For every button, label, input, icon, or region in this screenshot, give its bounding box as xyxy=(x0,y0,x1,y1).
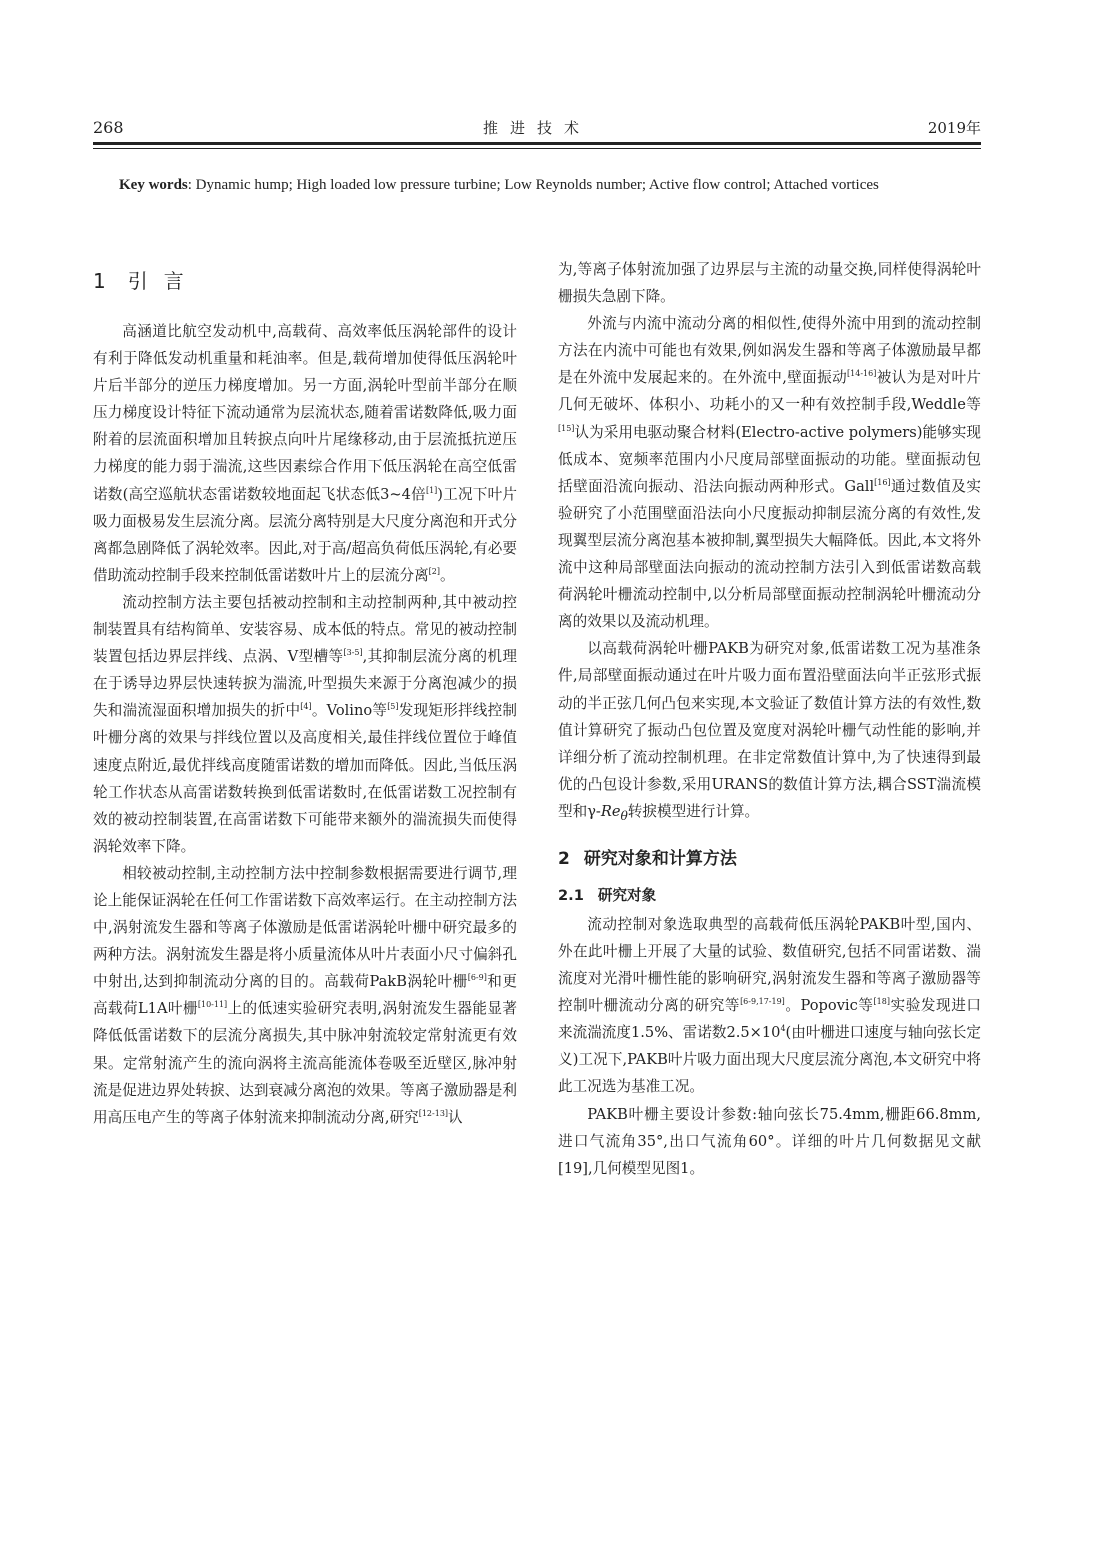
paragraph-text: 。 xyxy=(440,566,455,584)
paragraph-text: 通过数值及实验研究了小范围壁面沿法向小尺度振动抑制层流分离的有效性,发现翼型层流分离泡基本被抑制,翼型损失大幅降低。因此,本文将外流中这种局部壁面法向振动的流动控制方法引入到低雷诺数高载荷涡轮叶栅流动控制中,以分析局部壁面振动控制涡轮叶栅流动分离的效果以及流动机理。 xyxy=(558,477,981,631)
citation[interactable]: [16] xyxy=(874,477,891,487)
citation[interactable]: [14-16] xyxy=(847,369,877,379)
paragraph-text: 认 xyxy=(448,1108,463,1126)
running-header xyxy=(93,116,981,140)
citation[interactable]: [12-13] xyxy=(418,1108,449,1118)
citation[interactable]: [5] xyxy=(387,702,399,712)
paragraph-text: )工况下叶片吸力面极易发生层流分离。层流分离特别是大尺度分离泡和开式分离都急剧降低了涡轮效率。因此,对于高/超高负荷低压涡轮,有必要借助流动控制手段来控制低雷诺数叶片上的层流分离 xyxy=(93,485,517,584)
paragraph: PAKB叶栅主要设计参数:轴向弦长75.4mm,栅距66.8mm,进口气流角35°,出口气流角60°。详细的叶片几何数据见文献[19],几何模型见图1。 xyxy=(558,1105,981,1177)
paragraph xyxy=(93,318,517,589)
paragraph-text: 转捩模型进行计算。 xyxy=(627,802,760,820)
section-number: 2 xyxy=(558,848,570,869)
paragraph-continuation: 为,等离子体射流加强了边界层与主流的动量交换,同样使得涡轮叶栅损失急剧下降。 xyxy=(558,261,981,306)
reynolds-symbol: Re xyxy=(600,802,621,820)
citation[interactable]: [3-5] xyxy=(343,648,363,658)
right-column xyxy=(558,256,981,1182)
paragraph-text: 以高载荷涡轮叶栅PAKB为研究对象,低雷诺数工况为基准条件,局部壁面振动通过在叶片吸力面布置沿壁面法向半正弦形式振动的半正弦几何凸包来实现,本文验证了数值计算方法的有效性,数值计算研究了振动凸包位置及宽度对涡轮叶栅气动性能的影响,并详细分析了流动控制机理。在非定常数值计算中,为了快速得到最优的凸包设计参数,采用URANS的数值计算方法,耦合SST湍流模型和γ- xyxy=(558,640,981,820)
section-title: 研究对象和计算方法 xyxy=(583,848,737,869)
citation[interactable]: [10-11] xyxy=(197,1000,228,1010)
paragraph-text: 。Popovic等 xyxy=(784,997,874,1015)
keywords-label: Key words xyxy=(119,177,188,193)
paragraph xyxy=(558,310,981,635)
paragraph-text: 流动控制对象选取典型的高载荷低压涡轮PAKB叶型,国内、外在此叶栅上开展了大量的试验、数值研究,包括不同雷诺数、湍流度对光滑叶栅性能的影响研究,涡射流发生器和等离子激励器等控制叶栅流动分离的研究等 xyxy=(558,915,981,1015)
citation[interactable]: [18] xyxy=(873,997,890,1007)
journal-name: 推进技术 xyxy=(482,119,591,137)
page-number: 268 xyxy=(93,118,124,137)
paragraph xyxy=(93,589,517,860)
section-title: 引言 xyxy=(127,269,200,293)
left-column xyxy=(93,256,517,1131)
paragraph-text: 高涵道比航空发动机中,高载荷、高效率低压涡轮部件的设计有利于降低发动机重量和耗油率。但是,载荷增加使得低压涡轮叶片后半部分的逆压力梯度增加。另一方面,涡轮叶型前半部分在顺压力梯度设计特征下流动通常为层流状态,随着雷诺数降低,吸力面附着的层流面积增加且转捩点向叶片尾缘移动,由于层流抵抗逆压力梯度的能力弱于湍流,这些因素综合作用下低压涡轮在高空低雷诺数(高空巡航状态雷诺数较地面起飞状态低3~4倍 xyxy=(93,323,517,503)
paragraph xyxy=(93,860,517,1131)
citation[interactable]: [1] xyxy=(425,485,438,495)
paragraph-text: (由叶栅进口速度与轴向弦长定义)工况下,PAKB叶片吸力面出现大尺度层流分离泡,本文研究中将此工况选为基准工况。 xyxy=(558,1024,981,1096)
section-2-heading xyxy=(558,844,981,874)
reynolds-subscript: θ xyxy=(620,808,628,823)
citation[interactable]: [15] xyxy=(558,423,575,433)
subsection-number: 2.1 xyxy=(558,886,584,904)
paragraph-text: 外流与内流中流动分离的相似性,使得外流中用到的流动控制方法在内流中可能也有效果,例如涡发生器和等离子体激励最早都是在外流中发展起来的。在外流中,壁面振动 xyxy=(558,315,981,387)
paragraph-text: 相较被动控制,主动控制方法中控制参数根据需要进行调节,理论上能保证涡轮在任何工作雷诺数下高效率运行。在主动控制方法中,涡射流发生器和等离子体激励是低雷诺涡轮叶栅中研究最多的两种方法。涡射流发生器是将小质量流体从叶片表面小尺寸偏斜孔中射出,达到抑制流动分离的目的。高载荷PakB涡轮叶栅 xyxy=(93,864,517,991)
section-number: 1 xyxy=(93,269,106,293)
citation[interactable]: [6-9] xyxy=(467,973,487,983)
paragraph-text: ,其抑制层流分离的机理在于诱导边界层快速转捩为湍流,叶型损失来源于分离泡减少的损失和湍流湿面积增加损失的折中 xyxy=(93,648,517,720)
subsection-2-1-heading xyxy=(558,882,981,909)
section-1-heading xyxy=(93,266,517,296)
paragraph xyxy=(558,635,981,830)
subsection-title: 研究对象 xyxy=(597,886,657,904)
paragraph xyxy=(558,911,981,1101)
section-2-1-body xyxy=(558,911,981,1182)
paragraph-text: 发现矩形拌线控制叶栅分离的效果与拌线位置以及高度相关,最佳拌线位置位于峰值速度点附近,最优拌线高度随雷诺数的增加而降低。因此,当低压涡轮工作状态从高雷诺数转换到低雷诺数时,在低雷诺数工况控制有效的被动控制装置,在高雷诺数下可能带来额外的湍流损失而使得涡轮效率下降。 xyxy=(93,702,517,855)
header-rule-thin xyxy=(93,148,981,149)
paragraph-text: 被认为是对叶片几何无破坏、体积小、功耗小的又一种有效控制手段,Weddle等 xyxy=(558,369,981,414)
keywords-colon: : xyxy=(187,177,192,193)
paragraph-text: 。Volino等 xyxy=(311,702,388,720)
citation[interactable]: [4] xyxy=(300,702,312,712)
paragraph-text: 流动控制方法主要包括被动控制和主动控制两种,其中被动控制装置具有结构简单、安装容易、成本低的特点。常见的被动控制装置包括边界层拌线、点涡、V型槽等 xyxy=(93,593,517,666)
citation[interactable]: [2] xyxy=(428,566,441,576)
section-1-body-continued xyxy=(558,256,981,830)
paragraph-text: 认为采用电驱动聚合材料(Electro-active polymers)能够实现低成本、宽频率范围内小尺度局部壁面振动的功能。壁面振动包括壁面沿流向振动、沿法向振动两种形式。Gall xyxy=(558,423,981,495)
exponent: 4 xyxy=(780,1024,786,1034)
publication-year: 2019年 xyxy=(927,119,981,137)
keywords-block xyxy=(119,171,945,199)
section-1-body xyxy=(93,318,517,1131)
keywords-text: Dynamic hump; High loaded low pressure turbine; Low Reynolds number; Active flow control; Attached vortices xyxy=(191,177,879,193)
paragraph-text: 和更高载荷L1A叶栅 xyxy=(93,973,517,1018)
paragraph-text: 上的低速实验研究表明,涡射流发生器能显著降低低雷诺数下的层流分离损失,其中脉冲射流较定常射流更有效果。定常射流产生的流向涡将主流高能流体卷吸至近壁区,脉冲射流是促进边界处转捩、达到衰减分离泡的效果。等离子激励器是利用高压电产生的等离子体射流来抑制流动分离,研究 xyxy=(93,1000,517,1126)
paragraph-text: 实验发现进口来流湍流度1.5%、雷诺数2.5×10 xyxy=(558,997,981,1042)
citation[interactable]: [6-9,17-19] xyxy=(740,997,785,1007)
header-rule-thick xyxy=(93,142,981,145)
